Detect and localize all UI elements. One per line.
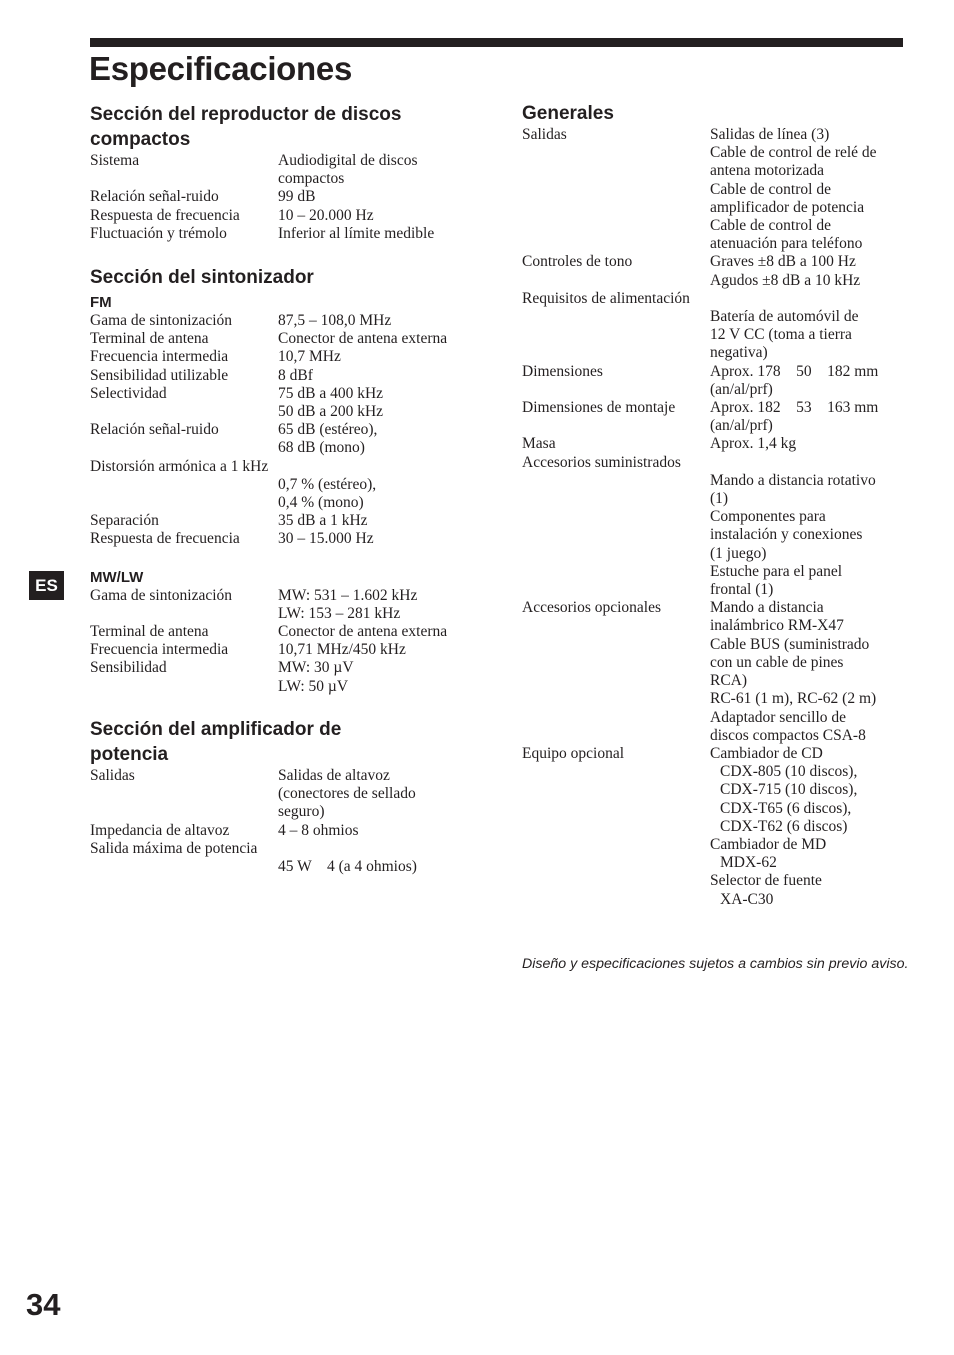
general-spec-value-line: 12 V CC (toma a tierra [710,326,852,344]
general-spec-label [522,308,710,363]
cd-spec-value [278,188,315,206]
amp-spec-row [90,858,490,876]
general-spec-list [522,126,912,909]
fm-spec-value [278,530,374,548]
mw-lw-spec-value-line: MW: 531 – 1.602 kHz [278,586,418,604]
general-spec-value-line: Cable de control de relé de [710,144,877,162]
fm-spec-row [90,476,490,512]
fm-spec-row [90,530,490,548]
mw-lw-spec-row [90,659,490,695]
cd-spec-value-line: compactos [278,170,345,188]
fm-spec-label: Selectividad [90,384,167,402]
general-spec-value-line: MDX-62 [720,854,777,872]
general-spec-value-line: Aprox. 178 50 182 mm [710,362,879,380]
general-spec-value-line: frontal (1) [710,581,774,599]
mw-lw-spec-value [278,587,417,623]
general-spec-label: Salidas [522,126,567,143]
general-spec-value-line: Cambiador de MD [710,835,827,853]
general-spec-row [522,435,912,453]
mw-lw-spec-row [90,641,490,659]
cd-spec-value-line: 99 dB [278,188,316,206]
general-spec-label: Dimensiones [522,362,603,380]
cd-spec-row [90,225,490,243]
general-section [522,101,912,909]
fm-spec-label [90,476,278,512]
mw-lw-spec-value-line: Conector de antena externa [278,623,448,641]
fm-spec-value [278,385,383,421]
fm-spec-label: Separación [90,512,159,530]
amp-spec-list [90,767,490,876]
amp-section [90,717,490,876]
fm-spec-row [90,458,490,476]
fm-spec-value-line: 0,7 % (estéreo), [278,475,377,493]
general-spec-value-line: negativa) [710,344,768,362]
fm-spec-value-line: 35 dB a 1 kHz [278,512,368,530]
general-spec-label: Requisitos de alimentación [522,289,690,307]
mw-lw-spec-label: Gama de sintonización [90,586,233,604]
fm-spec-label: Respuesta de frecuencia [90,530,240,548]
cd-spec-list [90,152,490,243]
fm-spec-label: Sensibilidad utilizable [90,366,229,384]
amp-spec-value [278,767,416,822]
general-spec-value-line: Cable de control de [710,217,831,235]
fm-spec-value-line: 30 – 15.000 Hz [278,530,374,548]
cd-spec-label: Sistema [90,152,140,169]
general-spec-value-line: con un cable de pines [710,653,844,671]
title-rule [90,38,903,47]
page-title: Especificaciones [89,50,353,87]
cd-spec-label: Respuesta de frecuencia [90,206,240,224]
fm-spec-row [90,385,490,421]
page-number: 34 [26,1287,61,1322]
cd-spec-value-line: 10 – 20.000 Hz [278,206,374,224]
amp-spec-value [278,858,417,876]
general-spec-label: Equipo opcional [522,744,625,762]
fm-spec-row [90,367,490,385]
general-spec-value-line: Estuche para el panel [710,562,843,580]
fm-spec-value-line: 68 dB (mono) [278,439,365,457]
cd-spec-value-line: Inferior al límite medible [278,224,435,242]
cd-spec-value [278,207,374,225]
tuner-heading: Sección del sintonizador [90,267,314,288]
mw-lw-spec-value [278,623,447,641]
fm-spec-value-line: Conector de antena externa [278,330,448,348]
general-spec-value-line: CDX-T62 (6 discos) [720,817,848,835]
amp-spec-value-line: 45 W 4 (a 4 ohmios) [278,858,417,876]
general-spec-value-line: Batería de automóvil de [710,308,859,326]
fm-spec-label: Relación señal-ruido [90,421,219,439]
amp-heading-line-2: potencia [90,744,169,765]
general-spec-value-line: Cambiador de CD [710,744,823,762]
fm-spec-value [278,312,391,330]
general-spec-value [710,472,876,599]
general-spec-value [710,126,877,253]
general-spec-value-line: CDX-715 (10 discos), [720,781,858,799]
general-spec-row [522,126,912,253]
cd-spec-value [278,152,418,188]
fm-spec-label: Terminal de antena [90,330,209,348]
general-spec-value-line: Cable de control de [710,180,831,198]
amp-spec-row [90,822,490,840]
general-spec-value-line: instalación y conexiones [710,526,863,544]
mw-lw-spec-row [90,623,490,641]
general-spec-value-line: RC-61 (1 m), RC-62 (2 m) [710,690,877,708]
fm-spec-row [90,312,490,330]
cd-spec-row [90,152,490,188]
amp-spec-label [90,858,278,876]
amp-spec-value-line: 4 – 8 ohmios [278,821,359,839]
cd-spec-value [278,225,434,243]
fm-spec-row [90,348,490,366]
general-spec-value-line: Selector de fuente [710,872,822,890]
language-tab: ES [29,571,64,600]
mw-lw-spec-row [90,587,490,623]
general-spec-value-line: antena motorizada [710,162,825,180]
general-spec-value-line: (an/al/prf) [710,380,773,398]
fm-spec-list [90,312,490,549]
general-spec-row [522,290,912,308]
general-spec-row [522,745,912,909]
mw-lw-spec-label: Frecuencia intermedia [90,641,229,659]
amp-spec-value [278,822,359,840]
general-spec-value-line: Componentes para [710,508,826,526]
general-spec-value [710,399,878,435]
fm-spec-value [278,330,447,348]
general-spec-row [522,399,912,435]
general-spec-row [522,253,912,289]
general-spec-label: Controles de tono [522,253,633,271]
amp-spec-label: Salidas [90,767,135,784]
amp-spec-row [90,767,490,822]
general-spec-value-line: (an/al/prf) [710,417,773,435]
general-heading: Generales [522,103,614,124]
tuner-section [90,265,490,696]
fm-spec-value-line: 87,5 – 108,0 MHz [278,312,392,329]
general-spec-value-line: Mando a distancia [710,599,824,617]
amp-heading-line-1: Sección del amplificador de [90,719,342,740]
fm-spec-row [90,421,490,457]
fm-spec-value [278,421,377,457]
general-spec-value-line: RCA) [710,672,748,690]
fm-spec-label: Distorsión armónica a 1 kHz [90,457,269,475]
general-spec-value [710,745,857,909]
fm-spec-label: Frecuencia intermedia [90,348,229,366]
mw-lw-spec-label: Sensibilidad [90,659,167,677]
general-spec-value-line: amplificador de potencia [710,198,865,216]
general-spec-value-line: Aprox. 182 53 163 mm [710,399,879,417]
general-spec-value [710,308,859,363]
cd-section [90,102,490,243]
mw-lw-spec-label: Terminal de antena [90,623,209,641]
general-spec-label: Masa [522,435,556,453]
mw-lw-spec-value-line: LW: 153 – 281 kHz [278,604,401,622]
fm-heading: FM [90,294,112,311]
mw-lw-spec-list [90,587,490,696]
general-spec-value [710,435,796,453]
general-spec-value-line: CDX-805 (10 discos), [720,763,858,781]
cd-heading-line-2: compactos [90,129,191,150]
mw-lw-spec-value [278,641,406,659]
amp-spec-value-line: seguro) [278,803,325,821]
fm-spec-value-line: 10,7 MHz [278,348,341,366]
mw-lw-heading: MW/LW [90,568,144,586]
general-spec-value-line: Aprox. 1,4 kg [710,435,797,453]
general-spec-value-line: atenuación para teléfono [710,235,863,253]
general-spec-row [522,599,912,745]
general-spec-value-line: discos compactos CSA-8 [710,726,866,744]
mw-lw-spec-value-line: LW: 50 µV [278,677,349,695]
general-spec-row [522,308,912,363]
general-spec-value-line: Adaptador sencillo de [710,708,847,726]
general-spec-value-line: (1) [710,490,729,508]
general-spec-value-line: XA-C30 [720,890,774,908]
general-spec-row [522,454,912,472]
fm-spec-value-line: 65 dB (estéreo), [278,421,378,439]
general-spec-value-line: inalámbrico RM-X47 [710,617,844,635]
fm-spec-label: Gama de sintonización [90,312,233,329]
general-spec-value-line: Graves ±8 dB a 100 Hz [710,253,856,271]
cd-spec-label: Relación señal-ruido [90,188,219,206]
general-spec-value-line: Agudos ±8 dB a 10 kHz [710,271,861,289]
fm-spec-value [278,348,341,366]
cd-spec-label: Fluctuación y trémolo [90,224,227,242]
fm-spec-value [278,367,313,385]
general-spec-value [710,253,860,289]
fm-spec-value-line: 8 dBf [278,366,313,384]
fm-spec-value-line: 0,4 % (mono) [278,494,364,512]
amp-spec-label: Salida máxima de potencia [90,839,258,857]
general-spec-value-line: Mando a distancia rotativo [710,471,876,489]
general-spec-value-line: Cable BUS (suministrado [710,635,870,653]
cd-spec-row [90,188,490,206]
mw-lw-spec-value-line: MW: 30 µV [278,659,354,677]
general-spec-value-line: Salidas de línea (3) [710,126,830,143]
amp-spec-value-line: (conectores de sellado [278,785,416,803]
cd-spec-value-line: Audiodigital de discos [278,152,418,169]
general-spec-value [710,363,878,399]
fm-spec-value [278,476,376,512]
cd-spec-row [90,207,490,225]
mw-lw-spec-value-line: 10,71 MHz/450 kHz [278,641,406,659]
general-spec-label [522,472,710,599]
amp-spec-value-line: Salidas de altavoz [278,767,390,784]
general-spec-value-line: (1 juego) [710,544,767,562]
general-spec-label: Dimensiones de montaje [522,399,676,417]
fm-spec-value-line: 50 dB a 200 kHz [278,403,384,421]
general-spec-label: Accesorios opcionales [522,599,662,617]
amp-spec-label: Impedancia de altavoz [90,821,230,839]
fm-spec-row [90,512,490,530]
cd-heading-line-1: Sección del reproductor de discos [90,104,402,125]
general-spec-row [522,472,912,599]
general-spec-value-line: CDX-T65 (6 discos), [720,799,852,817]
general-spec-label: Accesorios suministrados [522,453,681,471]
mw-lw-spec-value [278,659,354,695]
general-spec-row [522,363,912,399]
fm-spec-value-line: 75 dB a 400 kHz [278,384,384,402]
fm-spec-row [90,330,490,348]
fm-spec-value [278,512,368,530]
amp-spec-row [90,840,490,858]
general-spec-value [710,599,876,745]
footnote: Diseño y especificaciones sujetos a cambios sin previo aviso. [522,956,909,972]
